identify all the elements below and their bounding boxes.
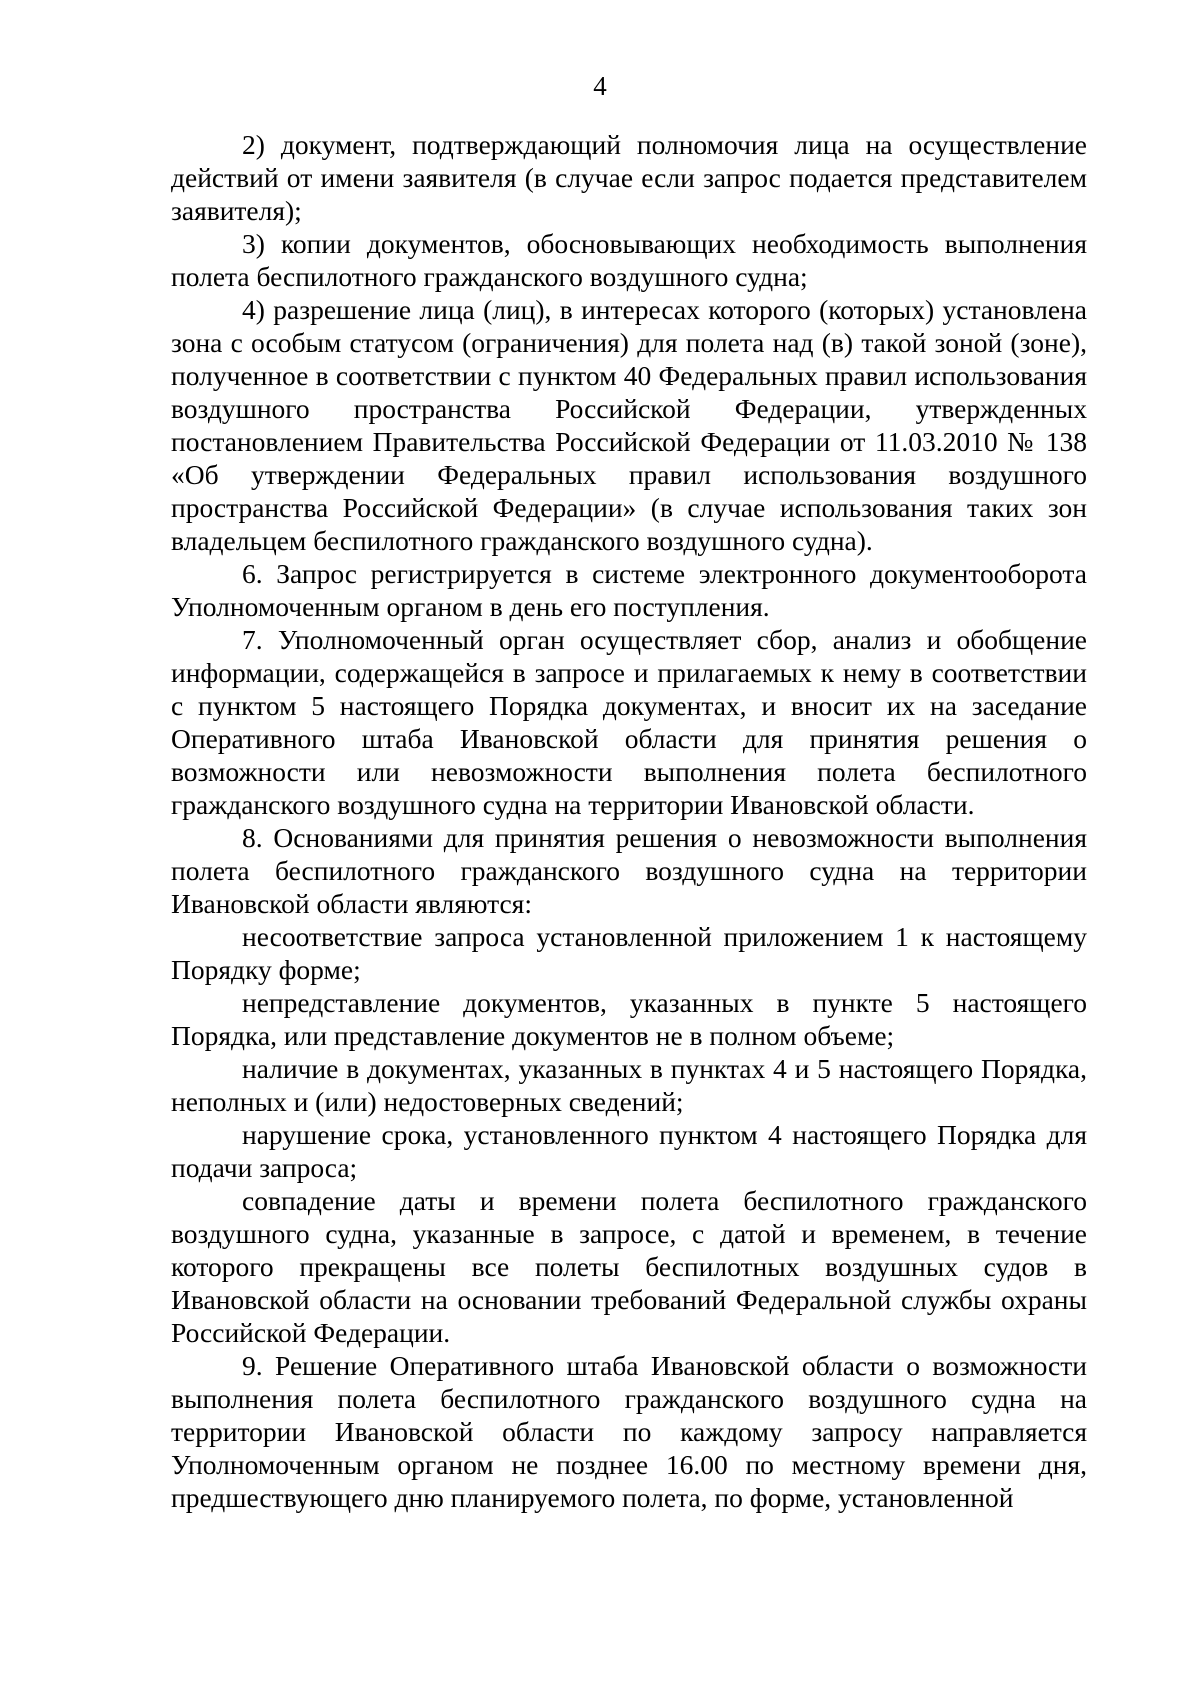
paragraph-clause-7: 7. Уполномоченный орган осуществляет сбор, анализ и обобщение информации, содержащейся в запросе и прилагаемых к нему в соответствии с пунктом 5 настоящего Порядка документах, и вносит их на заседание Оперативного штаба Ивановской области для принятия решения о возможности или невозможности выполнения полета беспилотного гражданского воздушного судна на территории Ивановской области. — [171, 624, 1087, 820]
paragraph-item-2: 2) документ, подтверждающий полномочия лица на осуществление действий от имени заявителя (в случае если запрос подается представителем заявителя); — [171, 129, 1087, 226]
paragraph-item-3: 3) копии документов, обосновывающих необходимость выполнения полета беспилотного гражданского воздушного судна; — [171, 228, 1087, 292]
paragraph-ground-missing-documents: непредставление документов, указанных в пункте 5 настоящего Порядка, или представление документов не в полном объеме; — [171, 987, 1087, 1051]
paragraph-ground-incomplete-info: наличие в документах, указанных в пунктах 4 и 5 настоящего Порядка, неполных и (или) недостоверных сведений; — [171, 1053, 1087, 1117]
paragraph-item-4: 4) разрешение лица (лиц), в интересах которого (которых) установлена зона с особым статусом (ограничения) для полета над (в) такой зоной (зоне), полученное в соответствии с пунктом 40 Федеральных правил использования воздушного пространства Российской Федерации, утвержденных постановлением Правительства Российской Федерации от 11.03.2010 № 138 «Об утверждении Федеральных правил использования воздушного пространства Российской Федерации» (в случае использования таких зон владельцем беспилотного гражданского воздушного судна). — [171, 294, 1087, 556]
document-body — [171, 128, 1087, 1514]
paragraph-clause-9: 9. Решение Оперативного штаба Ивановской области о возможности выполнения полета беспилотного гражданского воздушного судна на территории Ивановской области по каждому запросу направляется Уполномоченным органом не позднее 16.00 по местному времени дня, предшествующего дню планируемого полета, по форме, установленной — [171, 1350, 1087, 1513]
paragraph-clause-8: 8. Основаниями для принятия решения о невозможности выполнения полета беспилотного гражданского воздушного судна на территории Ивановской области являются: — [171, 822, 1087, 919]
paragraph-clause-6: 6. Запрос регистрируется в системе электронного документооборота Уполномоченным органом в день его поступления. — [171, 558, 1087, 622]
paragraph-ground-form-mismatch: несоответствие запроса установленной приложением 1 к настоящему Порядку форме; — [171, 921, 1087, 985]
page-number: 4 — [593, 71, 607, 101]
paragraph-ground-deadline-violation: нарушение срока, установленного пунктом 4 настоящего Порядка для подачи запроса; — [171, 1119, 1087, 1183]
paragraph-ground-flight-ban: совпадение даты и времени полета беспилотного гражданского воздушного судна, указанные в запросе, с датой и временем, в течение которого прекращены все полеты беспилотных воздушных судов в Ивановской области на основании требований Федеральной службы охраны Российской Федерации. — [171, 1185, 1087, 1348]
